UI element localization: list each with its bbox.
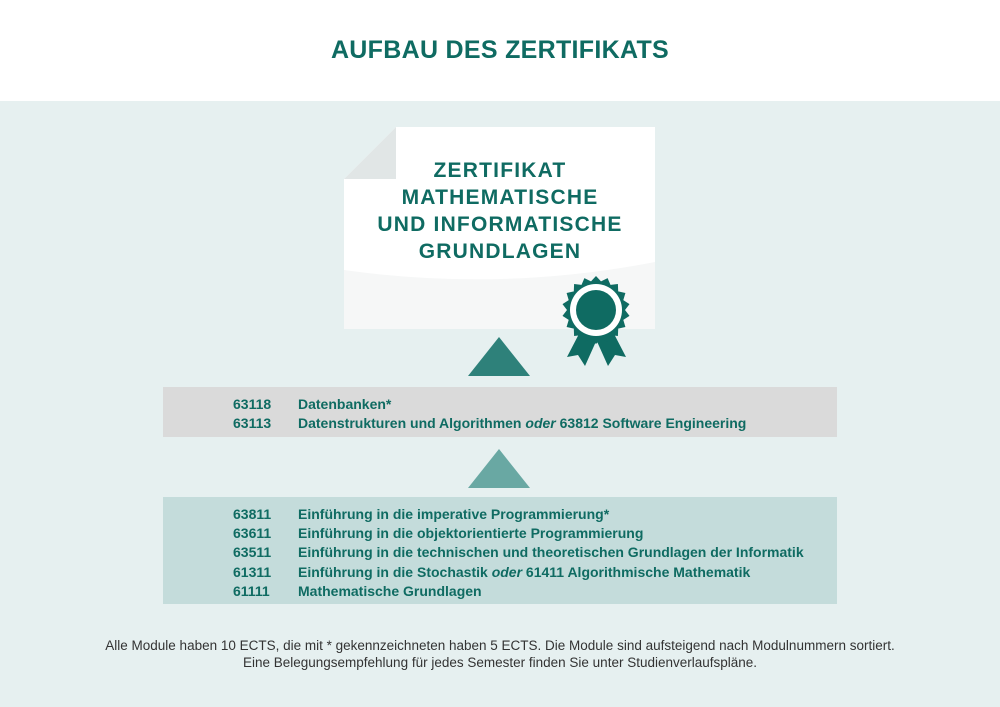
certificate-title-line: GRUNDLAGEN [418,240,582,263]
module-alternative: 61411 Algorithmische Mathematik [525,563,751,580]
module-name: Einführung in die imperative Programmierung* [298,506,610,522]
page-title: AUFBAU DES ZERTIFIKATS [330,36,670,64]
module-row [233,543,837,562]
upper-module-block [163,387,837,437]
or-word: oder [525,415,556,432]
module-code: 61111 [233,582,270,599]
module-alternative: 63812 Software Engineering [559,415,747,432]
module-name: Einführung in die technischen und theoretischen Grundlagen der Informatik [298,544,804,561]
module-row [233,395,837,414]
module-name: Einführung in die Stochastik [298,563,488,580]
certificate-title [355,157,645,265]
certificate-title-line: ZERTIFIKAT [433,159,567,182]
module-code: 61311 [233,563,272,580]
footnote-line: Eine Belegungsempfehlung für jedes Semester finden Sie unter Studienverlaufspläne. [242,655,758,670]
module-code: 63118 [233,396,272,412]
arrow-up-middle-icon [468,449,530,488]
module-row [233,505,837,524]
module-code: 63611 [233,525,272,542]
module-row [233,582,837,601]
module-code: 63511 [233,544,272,561]
module-name: Datenbanken* [298,396,392,412]
module-row [233,414,837,433]
footnote [0,637,1000,671]
lower-module-block [163,497,837,604]
module-name: Einführung in die objektorientierte Programmierung [298,525,644,542]
footnote-line: Alle Module haben 10 ECTS, die mit * gekennzeichneten haben 5 ECTS. Die Module sind aufsteigend nach Modulnummern sortiert. [105,638,895,653]
module-name: Datenstrukturen und Algorithmen [298,415,522,432]
module-code: 63811 [233,506,272,522]
module-row [233,524,837,543]
or-word: oder [491,563,523,580]
certificate-title-line: MATHEMATISCHE [401,186,599,209]
module-name: Mathematische Grundlagen [298,582,482,599]
certificate-title-line: UND INFORMATISCHE [377,213,623,236]
module-row [233,563,837,582]
arrow-up-top-icon [468,337,530,376]
module-code: 63113 [233,415,272,432]
